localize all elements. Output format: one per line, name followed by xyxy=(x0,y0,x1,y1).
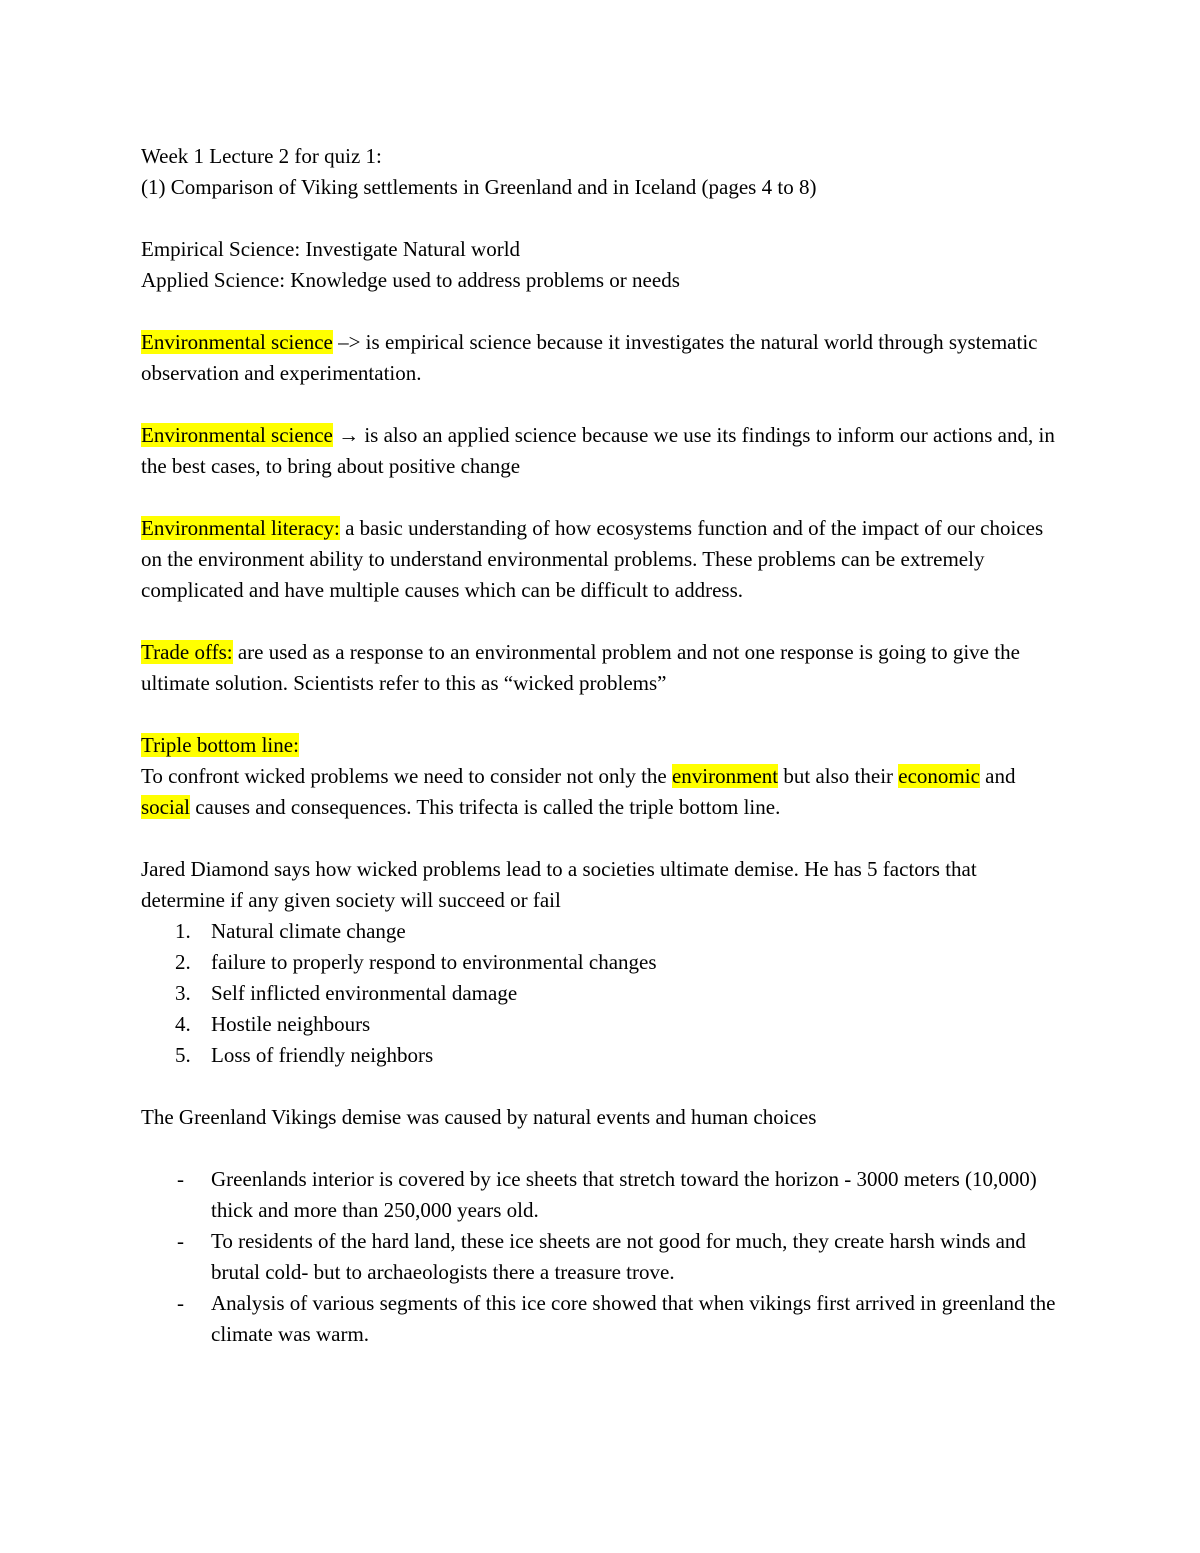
applied-science-definition: Applied Science: Knowledge used to address problems or needs xyxy=(141,268,680,292)
factors-list xyxy=(141,916,1061,1071)
list-item xyxy=(141,916,1061,947)
list-item-text: Loss of friendly neighbors xyxy=(211,1043,434,1067)
list-number: 5. xyxy=(175,1043,191,1067)
paragraph-text: a basic understanding of how ecosystems function and of the impact of our choices on the environment ability to understand environmental problems. These problems can be extremely complicated and have multiple causes which can be difficult to address. xyxy=(141,516,1044,602)
spacer xyxy=(141,699,1061,730)
list-item-text: Self inflicted environmental damage xyxy=(211,981,518,1005)
document-page xyxy=(141,141,1061,1350)
list-number: 2. xyxy=(175,950,191,974)
env-science-applied-paragraph xyxy=(141,420,1061,482)
trade-offs-paragraph xyxy=(141,637,1061,699)
list-item xyxy=(141,1009,1061,1040)
triple-bottom-line-heading xyxy=(141,730,1061,761)
paragraph-text: but also their xyxy=(778,764,899,788)
highlighted-term: Trade offs: xyxy=(141,640,233,664)
list-item xyxy=(141,1288,1061,1350)
highlighted-word-environment: environment xyxy=(671,764,779,788)
list-item-text: Natural climate change xyxy=(211,919,406,943)
empirical-science-definition: Empirical Science: Investigate Natural world xyxy=(141,237,521,261)
spacer xyxy=(141,1133,1061,1164)
spacer xyxy=(141,606,1061,637)
list-item-text: failure to properly respond to environmental changes xyxy=(211,950,657,974)
list-item xyxy=(141,978,1061,1009)
dash-bullet: - xyxy=(177,1229,184,1253)
highlighted-term: Triple bottom line: xyxy=(141,733,299,757)
highlighted-term: Environmental science xyxy=(141,423,333,447)
list-item-text: To residents of the hard land, these ice sheets are not good for much, they create harsh winds and brutal cold- but to archaeologists there a treasure trove. xyxy=(211,1229,1026,1284)
greenland-bullet-list xyxy=(141,1164,1061,1350)
greenland-intro: The Greenland Vikings demise was caused by natural events and human choices xyxy=(141,1105,817,1129)
spacer xyxy=(141,482,1061,513)
dash-bullet: - xyxy=(177,1167,184,1191)
list-item xyxy=(141,1040,1061,1071)
highlighted-word-social: social xyxy=(141,795,190,819)
spacer xyxy=(141,203,1061,234)
doc-subtitle: (1) Comparison of Viking settlements in Greenland and in Iceland (pages 4 to 8) xyxy=(141,175,817,199)
spacer xyxy=(141,823,1061,854)
env-science-empirical-paragraph xyxy=(141,327,1061,389)
list-item-text: Greenlands interior is covered by ice sheets that stretch toward the horizon - 3000 meters (10,000) thick and more than 250,000 years old. xyxy=(211,1167,1037,1222)
jared-diamond-intro: Jared Diamond says how wicked problems lead to a societies ultimate demise. He has 5 factors that determine if any given society will succeed or fail xyxy=(141,857,977,912)
paragraph-text: causes and consequences. This trifecta is called the triple bottom line. xyxy=(189,795,781,819)
highlighted-word-economic: economic xyxy=(898,764,980,788)
paragraph-text: → is also an applied science because we use its findings to inform our actions and, in the best cases, to bring about positive change xyxy=(141,423,1055,478)
triple-bottom-line-paragraph xyxy=(141,761,1061,823)
highlighted-term: Environmental science xyxy=(141,330,333,354)
spacer xyxy=(141,389,1061,420)
list-item xyxy=(141,947,1061,978)
list-number: 3. xyxy=(175,981,191,1005)
paragraph-text: To confront wicked problems we need to consider not only the xyxy=(141,764,672,788)
list-number: 4. xyxy=(175,1012,191,1036)
paragraph-text: are used as a response to an environmental problem and not one response is going to give the ultimate solution. Scientists refer to this as “wicked problems” xyxy=(141,640,1020,695)
list-item xyxy=(141,1226,1061,1288)
paragraph-text: –> is empirical science because it investigates the natural world through systematic observation and experimentation. xyxy=(141,330,1038,385)
spacer xyxy=(141,296,1061,327)
spacer xyxy=(141,1071,1061,1102)
doc-title: Week 1 Lecture 2 for quiz 1: xyxy=(141,144,382,168)
highlighted-term: Environmental literacy: xyxy=(141,516,340,540)
list-number: 1. xyxy=(175,919,191,943)
list-item-text: Analysis of various segments of this ice core showed that when vikings first arrived in greenland the climate was warm. xyxy=(211,1291,1056,1346)
env-literacy-paragraph xyxy=(141,513,1061,606)
paragraph-text: and xyxy=(979,764,1016,788)
dash-bullet: - xyxy=(177,1291,184,1315)
list-item-text: Hostile neighbours xyxy=(211,1012,371,1036)
list-item xyxy=(141,1164,1061,1226)
